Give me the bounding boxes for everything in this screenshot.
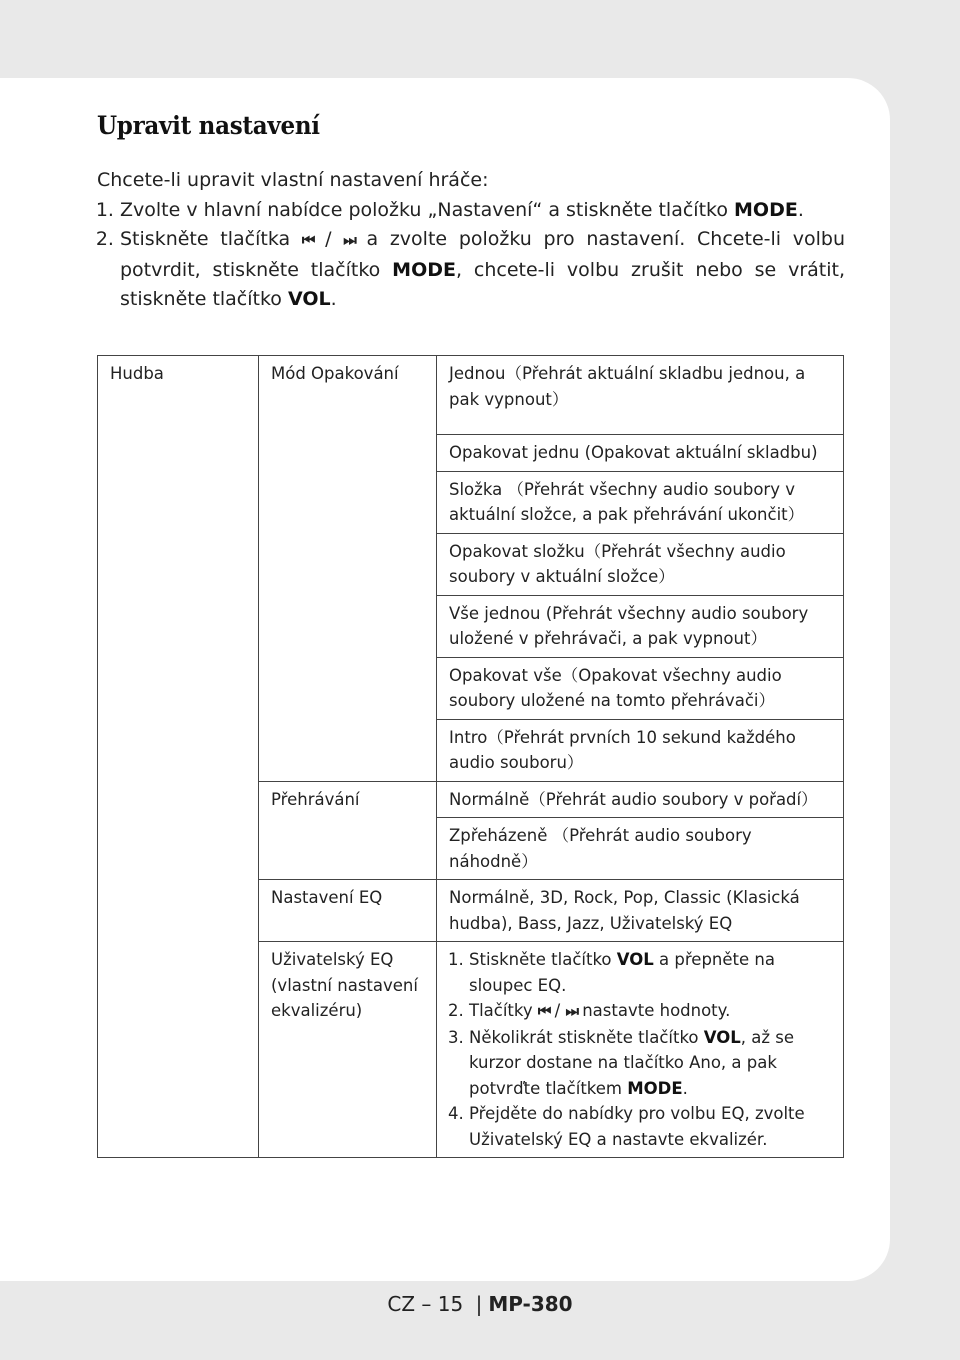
user-eq-label: Uživatelský EQ (vlastní nastavení ekvalizéru) — [259, 942, 437, 1158]
footer-language: CZ — [387, 1292, 416, 1316]
playback-label: Přehrávání — [259, 781, 437, 880]
step-text: a přepněte na sloupec EQ. — [469, 950, 775, 995]
intro-text: Chcete-li upravit vlastní nastavení hráče: — [97, 169, 489, 191]
slash: / — [549, 1001, 566, 1020]
mode-key-label: MODE — [392, 258, 456, 281]
next-track-icon: ⏭ — [343, 231, 355, 249]
playback-option: Normálně（Přehrát audio soubory v pořadí） — [437, 781, 844, 818]
table-row — [98, 356, 844, 435]
step-2-end: . — [330, 288, 337, 310]
repeat-option: Opakovat složku（Přehrát všechny audio soubory v aktuální složce） — [437, 533, 844, 595]
vol-key-label: VOL — [616, 950, 654, 969]
playback-option: Zpřeházeně （Přehrát audio soubory náhodně） — [437, 818, 844, 880]
user-eq-step-1 — [469, 947, 833, 998]
footer-page-number: 15 — [437, 1292, 464, 1316]
intro-step-2 — [120, 225, 845, 315]
user-eq-step-4: 4. Přejděte do nabídky pro volbu EQ, zvolte Uživatelský EQ a nastavte ekvalizér. — [469, 1101, 833, 1152]
vol-key-label: VOL — [703, 1027, 741, 1047]
intro-steps — [97, 196, 845, 315]
step-1-end: . — [797, 198, 804, 221]
step-text: Tlačítky — [469, 1001, 538, 1020]
step-text: , až se kurzor dostane na tlačítko Ano, a pak potvrďte tlačítkem — [469, 1027, 795, 1098]
step-text: Několikrát stiskněte tlačítko — [469, 1027, 704, 1047]
vol-key-label: VOL — [287, 288, 331, 310]
repeat-option: Opakovat vše（Opakovat všechny audio soubory uložené na tomto přehrávači） — [437, 657, 844, 719]
mode-key-label: MODE — [734, 198, 798, 221]
user-eq-step-3 — [469, 1025, 833, 1102]
repeat-mode-label: Mód Opakování — [259, 356, 437, 782]
user-eq-steps-cell — [437, 942, 844, 1158]
repeat-option: Složka （Přehrát všechny audio soubory v aktuální složce, a pak přehrávání ukončit） — [437, 471, 844, 533]
footer-model: MP-380 — [488, 1292, 573, 1316]
settings-table — [97, 355, 844, 1158]
intro-section — [97, 166, 845, 315]
category-cell: Hudba — [98, 356, 259, 1158]
page-title: Upravit nastavení — [97, 111, 320, 140]
step-1-text: Zvolte v hlavní nabídce položku „Nastavení“ a stiskněte tlačítko — [120, 198, 735, 221]
page-footer — [0, 1292, 960, 1316]
step-2-middle2: , chcete-li volbu zrušit nebo se vrátit, stiskněte tlačítko — [120, 258, 845, 310]
mode-key-label: MODE — [627, 1078, 683, 1098]
slash: / — [313, 228, 344, 250]
repeat-option: Vše jednou (Přehrát všechny audio soubory uložené v přehrávači, a pak vypnout） — [437, 595, 844, 657]
eq-label: Nastavení EQ — [259, 880, 437, 942]
repeat-option: Opakovat jednu (Opakovat aktuální skladbu) — [437, 435, 844, 472]
intro-step-1 — [120, 196, 845, 226]
user-eq-steps — [449, 947, 833, 1152]
step-2-text: Stiskněte tlačítka — [120, 228, 302, 250]
step-2-middle: a zvolte položku pro nastavení. Chcete-li volbu potvrdit, stiskněte tlačítko — [120, 228, 846, 281]
previous-track-icon: ⏮ — [301, 231, 314, 249]
step-text: nastavte hodnoty. — [576, 1001, 731, 1020]
repeat-option: Intro（Přehrát prvních 10 sekund každého audio souboru） — [437, 719, 844, 781]
eq-values: Normálně, 3D, Rock, Pop, Classic (Klasická hudba), Bass, Jazz, Uživatelský EQ — [437, 880, 844, 942]
repeat-option: Jednou（Přehrát aktuální skladbu jednou, a pak vypnout） — [437, 356, 844, 435]
footer-dash: – — [421, 1292, 432, 1316]
user-eq-step-2 — [469, 998, 833, 1025]
step-text: . — [682, 1078, 688, 1098]
footer-separator: | — [475, 1292, 483, 1316]
next-track-icon: ⏭ — [565, 1002, 577, 1020]
previous-track-icon: ⏮ — [537, 1002, 550, 1020]
step-text: Stiskněte tlačítko — [469, 950, 617, 969]
